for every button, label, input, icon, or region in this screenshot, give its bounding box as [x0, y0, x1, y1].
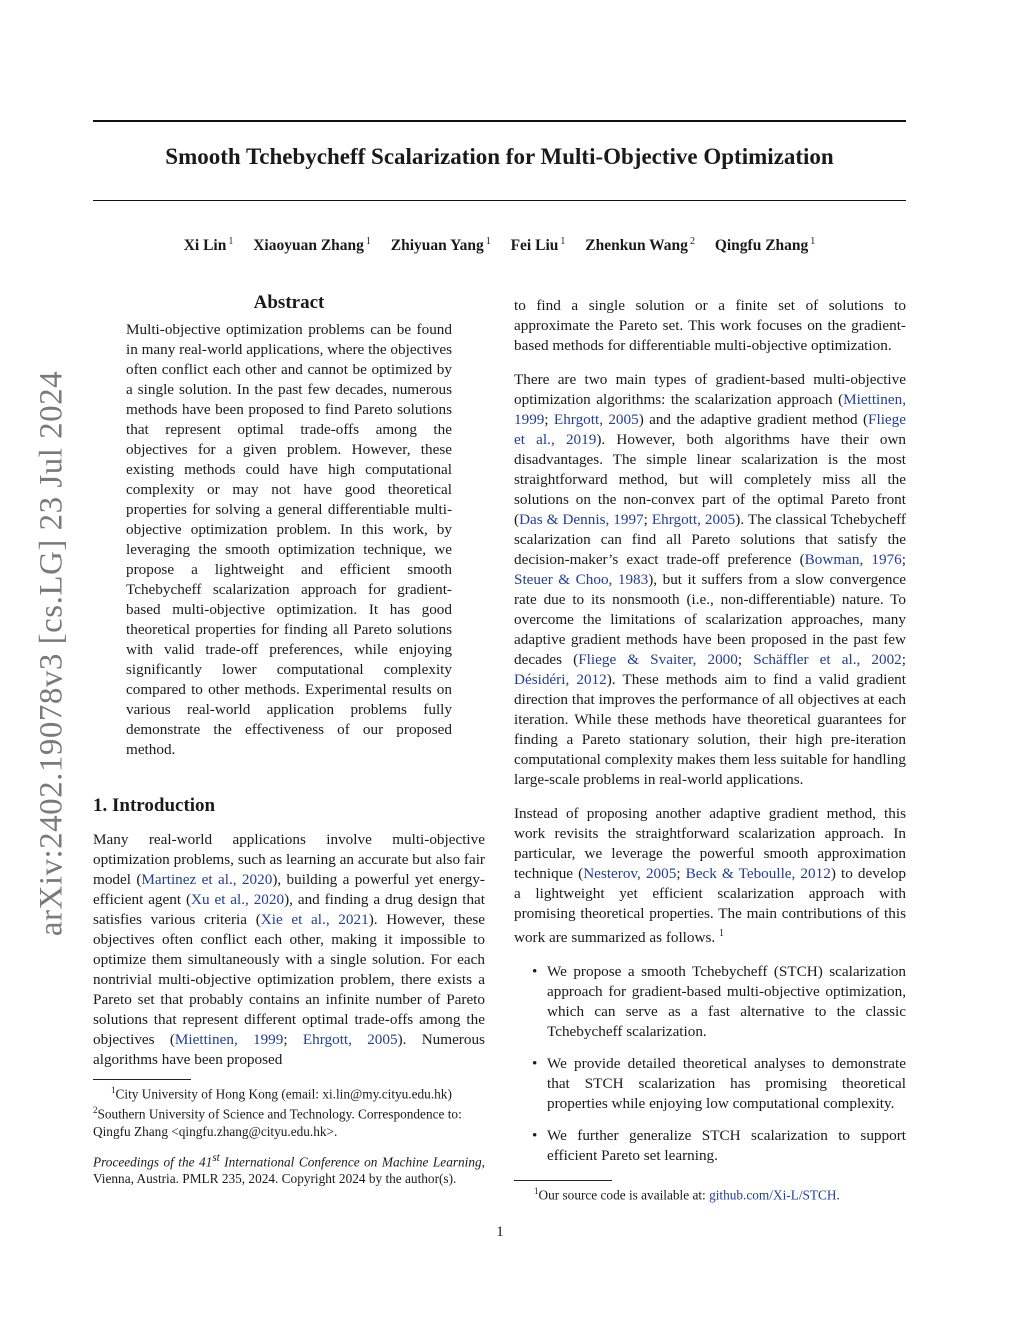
paragraph: Instead of proposing another adaptive gradient method, this work revisits the straightforward scalarization approach. In particular, we leverage the powerful smooth approximation technique (Nesterov, 2005; Beck & Teboulle, 2012) to develop a lightweight yet efficient scalarization approach with promising theoretical properties. The main contributions of this work are summarized as follows. $^1$ — [514, 805, 906, 947]
source-code-link[interactable]: github.com/Xi-L/STCH — [709, 1187, 837, 1203]
list-item: • We provide detailed theoretical analyses to demonstrate that STCH scalarization has promising theoretical properties while enjoying low computational complexity. — [532, 1055, 906, 1113]
abstract-heading: Abstract — [253, 292, 325, 313]
title-rule-bottom — [93, 200, 906, 201]
citation-link[interactable]: Miettinen, 1999 — [514, 391, 906, 428]
citation-link[interactable]: Ehrgott, 2005 — [553, 411, 639, 428]
paragraph: There are two main types of gradient-based multi-objective optimization algorithms: the scalarization approach (Miettinen, 1999; Ehrgott, 2005) and the adaptive gradient method (Fliege et al., 2019). However, both algorithms have their own disadvantages. The simple linear scalarization is the most straightforward method, but will completely miss all the solutions on the non-convex part of the optimal Pareto front (Das & Dennis, 1997; Ehrgott, 2005). The classical Tchebycheff scalarization can find all Pareto solutions that satisfy the decision-maker’s exact trade-off preference (Bowman, 1976; Steuer & Choo, 1983), but it suffers from a slow convergence rate due to its nonsmooth (i.e., non-differentiable) nature. To overcome the limitations of scalarization approaches, many adaptive gradient methods have been proposed in the past few decades (Fliege & Svaiter, 2000; Schäffler et al., 2002; Désidéri, 2012). These methods aim to find a valid gradient direction that improves the performance of all objectives at each iteration. While these methods have theoretical guarantees for finding a Pareto stationary solution, their high pre-iteration computational complexity makes them less suitable for handling large-scale problems in real-world applications. — [514, 371, 907, 788]
citation-link[interactable]: Fliege & Svaiter, 2000 — [578, 651, 738, 668]
intro-paragraph: Many real-world applications involve multi-objective optimization problems, such as learning an accurate but also fair model (Martinez et al., 2020), building a powerful yet energy-efficient agent (Xu et al., 2020), and finding a drug design that satisfies various criteria (Xie et al., 2021). However, these objectives often conflict each other, making it impossible to optimize them simultaneously with a single solution. For each nontrivial multi-objective optimization problem, there exists a Pareto set that probably contains an infinite number of Pareto solutions that represent different optimal trade-offs among the objectives (Miettinen, 1999; Ehrgott, 2005). Numerous algorithms have been proposed — [93, 831, 485, 1068]
author-list — [93, 236, 906, 255]
affiliations-footnote — [93, 1082, 485, 1140]
citation-link[interactable]: Ehrgott, 2005 — [651, 511, 736, 528]
citation-link[interactable]: Ehrgott, 2005 — [302, 1031, 398, 1048]
citation-link[interactable]: Fliege et al., 2019 — [514, 411, 906, 448]
author: Fei Liu $^1$ — [510, 236, 566, 255]
author: Qingfu Zhang $^1$ — [714, 236, 816, 255]
author: Xiaoyuan Zhang $^1$ — [253, 236, 371, 255]
section-heading-introduction: 1. Introduction — [93, 795, 216, 816]
citation-link[interactable]: Miettinen, 1999 — [174, 1031, 284, 1048]
footnote-rule — [514, 1180, 612, 1181]
title-rule-top — [93, 120, 906, 122]
right-column — [514, 296, 906, 1178]
citation-link[interactable]: Schäffler et al., 2002 — [753, 651, 902, 668]
page-number: 1 — [496, 1224, 504, 1240]
source-code-footnote: $^1$Our source code is available at: github.com/Xi-L/STCH. — [534, 1186, 840, 1203]
affiliation-1: $^1$City University of Hong Kong (email: xi.lin@my.cityu.edu.hk) — [111, 1085, 452, 1102]
paragraph: to find a single solution or a finite set of solutions to approximate the Pareto set. This work focuses on the gradient-based methods for differentiable multi-objective optimization. — [514, 297, 906, 354]
citation-link[interactable]: Désidéri, 2012 — [514, 671, 607, 688]
contributions-list — [514, 962, 906, 1166]
arxiv-stamp-text: arXiv:2402.19078v3 [cs.LG] 23 Jul 2024 — [33, 370, 70, 937]
proceedings-note: Proceedings of the 41st International Conference on Machine Learning, Vienna, Austria. PMLR 235, 2024. Copyright 2024 by the author(s). — [93, 1152, 485, 1187]
citation-link[interactable]: Xie et al., 2021 — [260, 911, 369, 928]
citation-link[interactable]: Xu et al., 2020 — [191, 891, 285, 908]
author: Zhenkun Wang $^2$ — [585, 236, 695, 255]
citation-link[interactable]: Steuer & Choo, 1983 — [514, 571, 649, 588]
paper-title: Smooth Tchebycheff Scalarization for Multi-Objective Optimization — [165, 144, 834, 169]
author: Zhiyuan Yang $^1$ — [390, 236, 491, 255]
citation-link[interactable]: Bowman, 1976 — [804, 551, 902, 568]
citation-link[interactable]: Nesterov, 2005 — [583, 865, 677, 882]
citation-link[interactable]: Beck & Teboulle, 2012 — [685, 865, 831, 882]
footnote-rule — [93, 1079, 191, 1080]
footnote-marker[interactable]: 1 — [718, 928, 724, 939]
list-item: • We further generalize STCH scalarization to support efficient Pareto set learning. — [532, 1127, 906, 1165]
author: Xi Lin $^1$ — [183, 236, 234, 255]
list-item: • We propose a smooth Tchebycheff (STCH) scalarization approach for gradient-based multi-objective optimization, which can serve as a fast alternative to the classic Tchebycheff scalarization. — [532, 963, 906, 1041]
citation-link[interactable]: Martinez et al., 2020 — [141, 871, 273, 888]
abstract-text: Multi-objective optimization problems can be found in many real-world applications, where the objectives often conflict each other and cannot be optimized by a single solution. In the past few decades, numerous methods have been proposed to find Pareto solutions that represent optimal trade-offs among the objectives for a given problem. However, these existing methods could have high computational complexity or may not have good theoretical properties for solving a general differentiable multi-objective optimization problem. In this work, by leveraging the smooth optimization technique, we propose a lightweight and efficient smooth Tchebycheff scalarization approach for gradient-based multi-objective optimization. It has good theoretical properties for finding all Pareto solutions with valid trade-off preferences, while enjoying significantly lower computational complexity compared to other methods. Experimental results on various real-world application problems fully demonstrate the effectiveness of our proposed method. — [126, 321, 452, 758]
affiliation-2: $^2$Southern University of Science and Technology. Correspondence to: Qingfu Zhang <qingfu.zhang@cityu.edu.hk>. — [93, 1105, 462, 1139]
citation-link[interactable]: Das & Dennis, 1997 — [519, 511, 644, 528]
